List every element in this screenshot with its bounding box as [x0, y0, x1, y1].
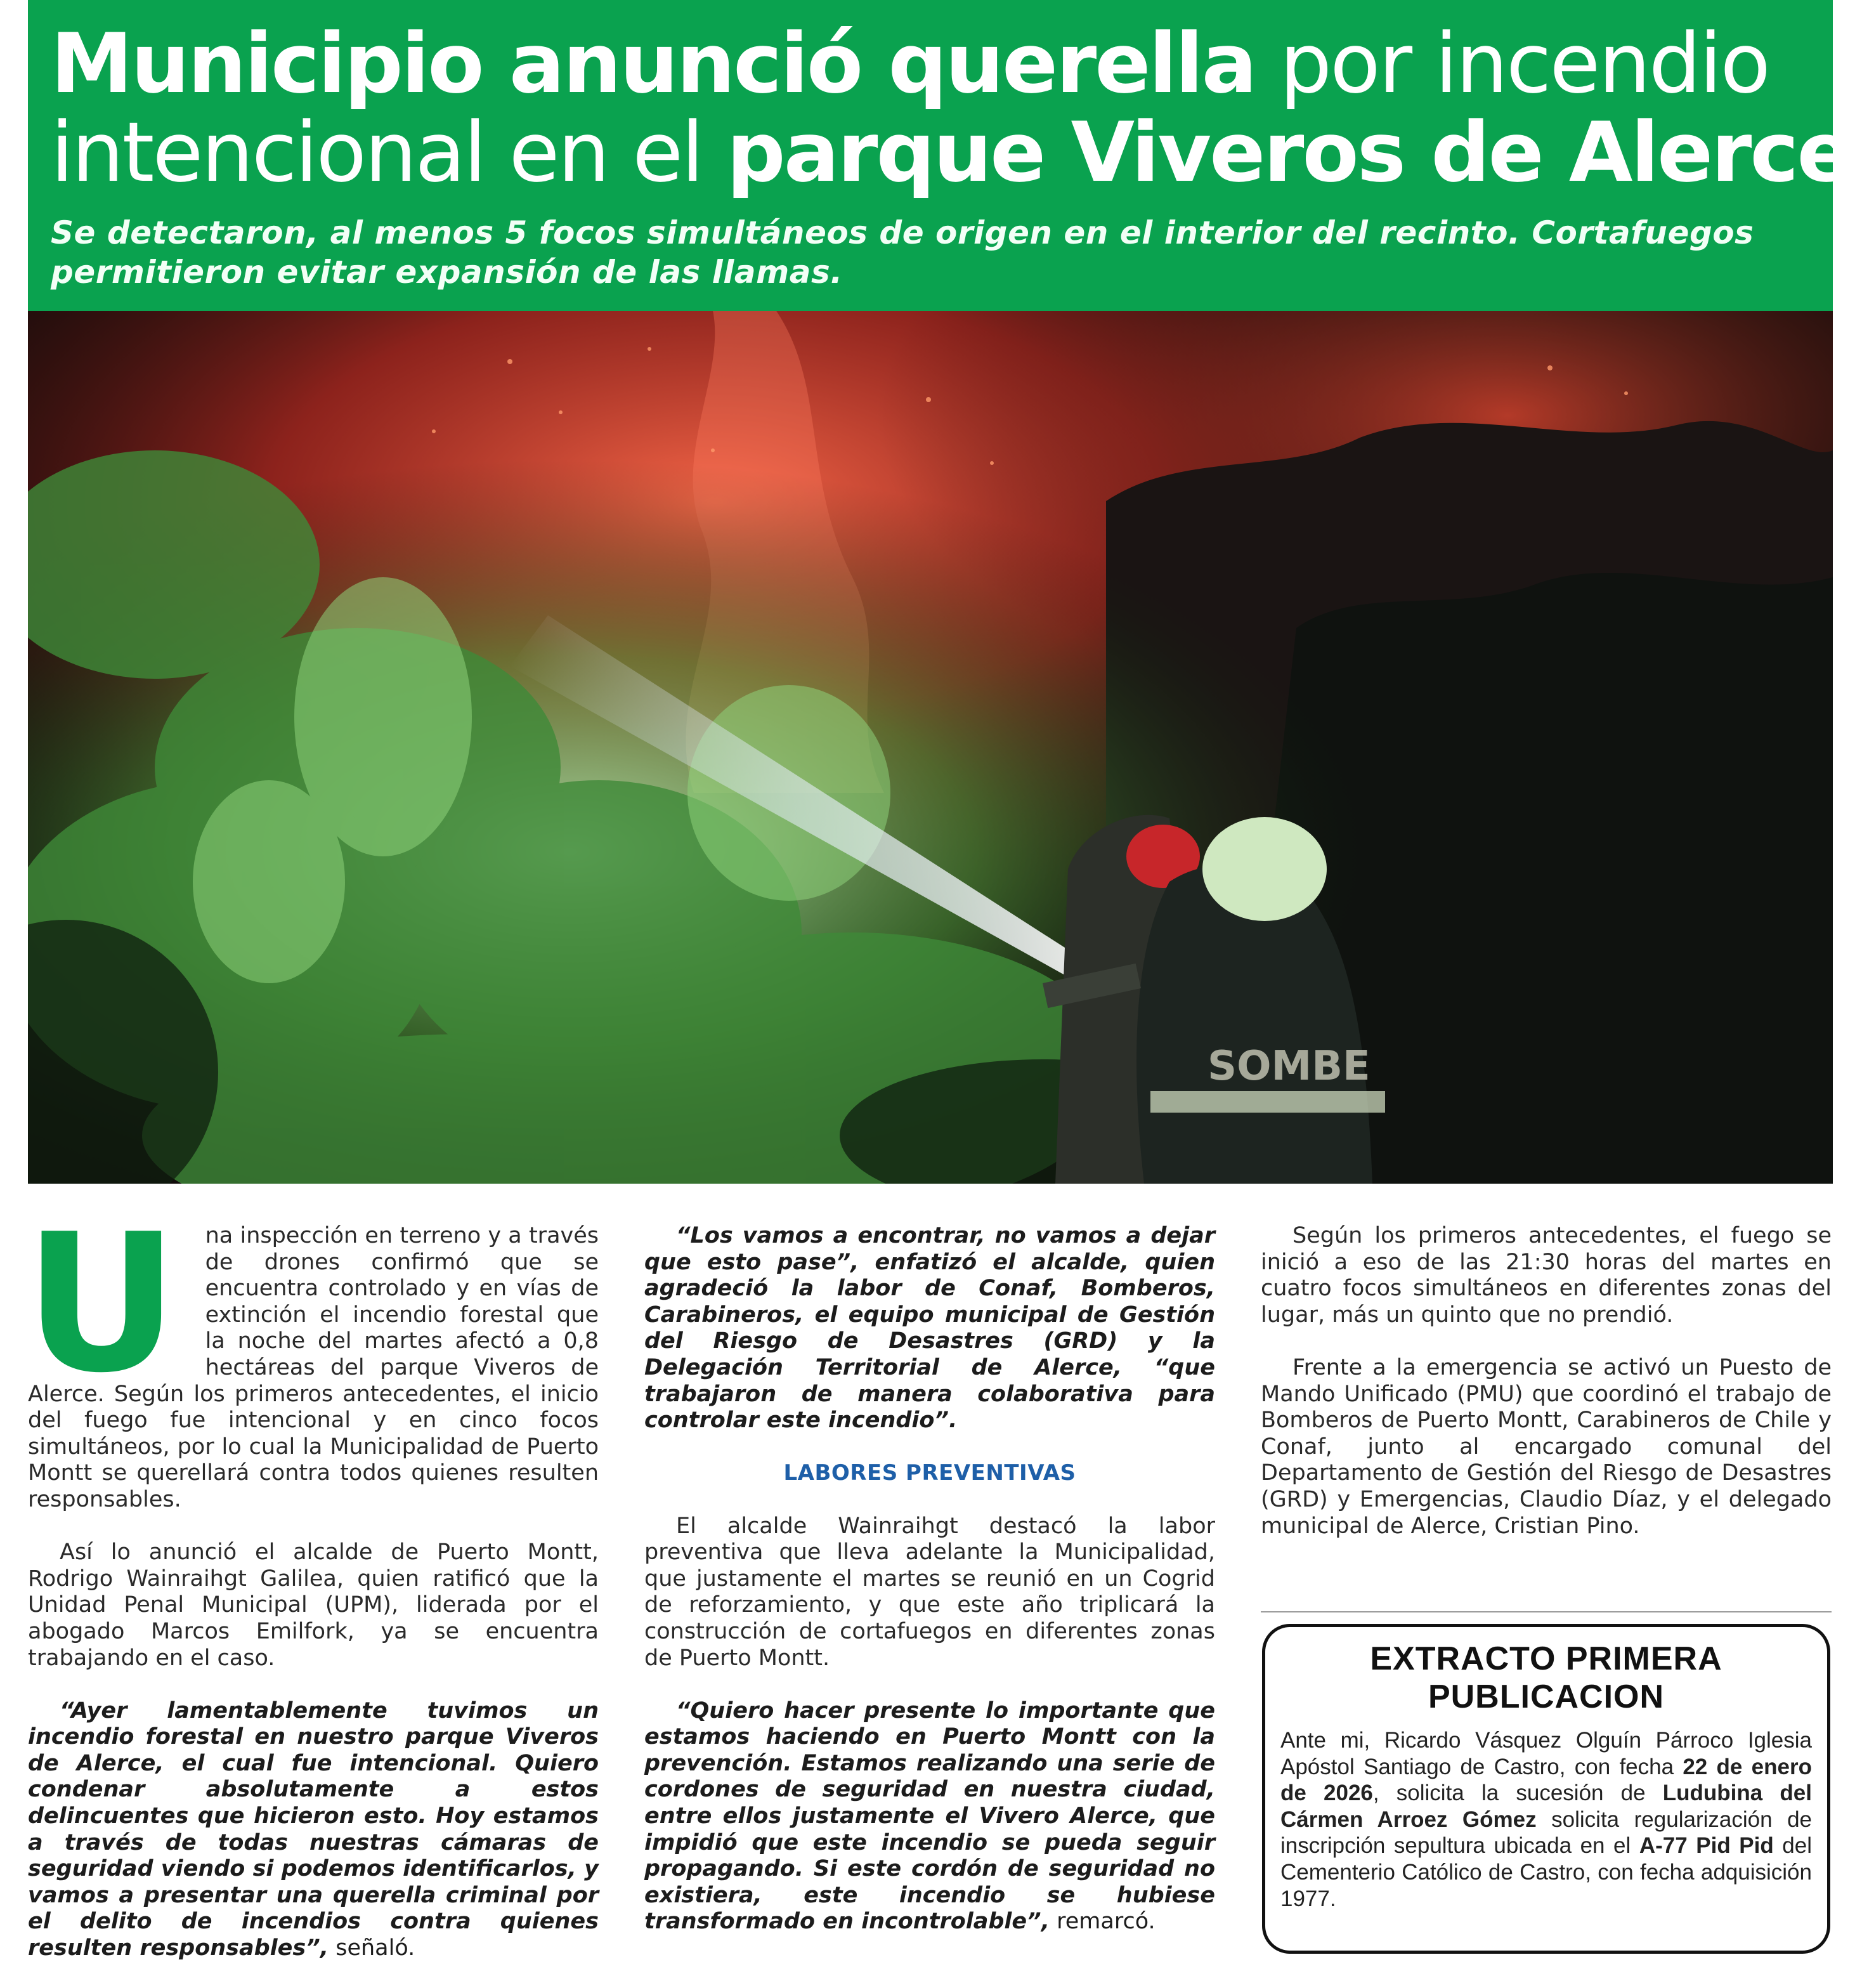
paragraph: Frente a la emergencia se activó un Puesto de Mando Unificado (PMU) que coordinó el trabajo de Bomberos de Puerto Montt, Carabineros de Chile y Conaf, junto al encargado comunal del Departamento de Gestión del Riesgo de Desastres (GRD) y Emergencias, Claudio Díaz, y el delegado municipal de Alerce, Cristian Pino.	[1261, 1354, 1832, 1539]
notice-title	[1280, 1640, 1812, 1716]
notice-name: Ludubina del Cármen Arroez Gómez	[1280, 1781, 1812, 1832]
notice-text: , solicita la sucesión de	[1372, 1781, 1663, 1806]
notice-text: solicita regularización de inscripción sepultura ubicada en el	[1280, 1807, 1812, 1859]
quote-attribution: remarcó.	[1050, 1909, 1156, 1935]
legal-notice-box	[1262, 1624, 1830, 1954]
article-column-1	[24, 1193, 599, 1988]
quote-paragraph: “Los vamos a encontrar, no vamos a dejar que esto pase”, enfatizó el alcalde, quien agradeció la labor de Conaf, Bomberos, Carabineros, el equipo municipal de Gestión del Riesgo de Desastres (GRD) y la Delegación Territorial de Alerce, “que trabajaron de manera colaborativa para controlar este incendio”.	[644, 1223, 1215, 1434]
headline-light-1: por incendio	[1255, 15, 1769, 112]
quote-attribution: señaló.	[329, 1935, 415, 1961]
notice-title-line-2: PUBLICACION	[1428, 1678, 1665, 1715]
fire-photo-illustration	[28, 311, 1833, 1184]
lead-paragraph	[24, 1193, 599, 1514]
section-subtitle: LABORES PREVENTIVAS	[783, 1460, 1076, 1486]
article-column-2	[644, 1223, 1215, 1962]
notice-plot: A-77 Pid Pid	[1639, 1833, 1774, 1859]
divider	[1261, 1611, 1832, 1612]
article-column-3	[1261, 1223, 1832, 1566]
notice-date: 22 de enero de 2026	[1280, 1754, 1812, 1806]
quote-paragraph	[644, 1698, 1215, 1935]
quote-paragraph	[28, 1698, 599, 1962]
paragraph: Así lo anunció el alcalde de Puerto Montt, Rodrigo Wainraihgt Galilea, quien ratificó que la Unidad Penal Municipal (UPM), liderada por el abogado Marcos Emilfork, ya se encuentra trabajando en el caso.	[28, 1540, 599, 1671]
fire-photo	[28, 311, 1833, 1184]
lead-text: na inspección en terreno y a través de drones confirmó que se encuentra controlado y en vías de extinción el incendio forestal que la noche del martes afectó a 0,8 hectáreas del parque Viveros de Alerce. Según los primeros antecedentes, el inicio del fuego fue intencional y en cinco focos simultáneos, por lo cual la Municipalidad de Puerto Montt se querellará contra todos quienes resulten responsables.	[28, 1223, 599, 1512]
helmet-text: SOMBE	[1208, 1043, 1370, 1090]
headline-bold-1: Municipio anunció querella	[51, 15, 1256, 112]
subheadline: Se detectaron, al menos 5 focos simultáneos de origen en el interior del recinto. Cortafuegos permitieron evitar expansión de las llamas.	[51, 214, 1754, 291]
quote-text: “Ayer lamentablemente tuvimos un incendio forestal en nuestro parque Viveros de Alerce, el cual fue intencional. Quiero condenar absolutamente a estos delincuentes que hicieron esto. Hoy estamos a través de todas nuestras cámaras de seguridad viendo si podemos identificarlos, y vamos a presentar una querella criminal por el delito de incendios contra quienes resulten responsables”,	[28, 1697, 599, 1961]
drop-cap: U	[24, 1193, 179, 1415]
notice-text: del Cementerio Católico de Castro, con fecha adquisición 1977.	[1280, 1833, 1812, 1911]
headline-banner	[28, 0, 1851, 311]
quote-text: “Quiero hacer presente lo importante que estamos haciendo en Puerto Montt con la prevención. Estamos realizando una serie de cordones de seguridad en nuestra ciudad, entre ellos justamente el Vivero Alerce, que impidió que este incendio se pueda seguir propagando. Si este cordón de seguridad no existiera, este incendio se hubiese transformado en incontrolable”,	[644, 1697, 1215, 1935]
paragraph: El alcalde Wainraihgt destacó la labor preventiva que lleva adelante la Municipalidad, que justamente el martes se reunió en un Cogrid de reforzamiento, y que este año triplicará la construcción de cortafuegos en diferentes zonas de Puerto Montt.	[644, 1513, 1215, 1671]
paragraph: Según los primeros antecedentes, el fuego se inició a eso de las 21:30 horas del martes en cuatro focos simultáneos en diferentes zonas del lugar, más un quinto que no prendió.	[1261, 1223, 1832, 1328]
headline	[51, 15, 1851, 200]
notice-title-line-1: EXTRACTO PRIMERA	[1370, 1640, 1722, 1677]
notice-body	[1280, 1727, 1812, 1912]
headline-bold-2: parque Viveros de Alerce	[726, 104, 1851, 200]
notice-text: Ante mi, Ricardo Vásquez Olguín Párroco Iglesia Apóstol Santiago de Castro, con fecha	[1280, 1728, 1812, 1779]
headline-light-2: intencional en el	[51, 104, 727, 200]
